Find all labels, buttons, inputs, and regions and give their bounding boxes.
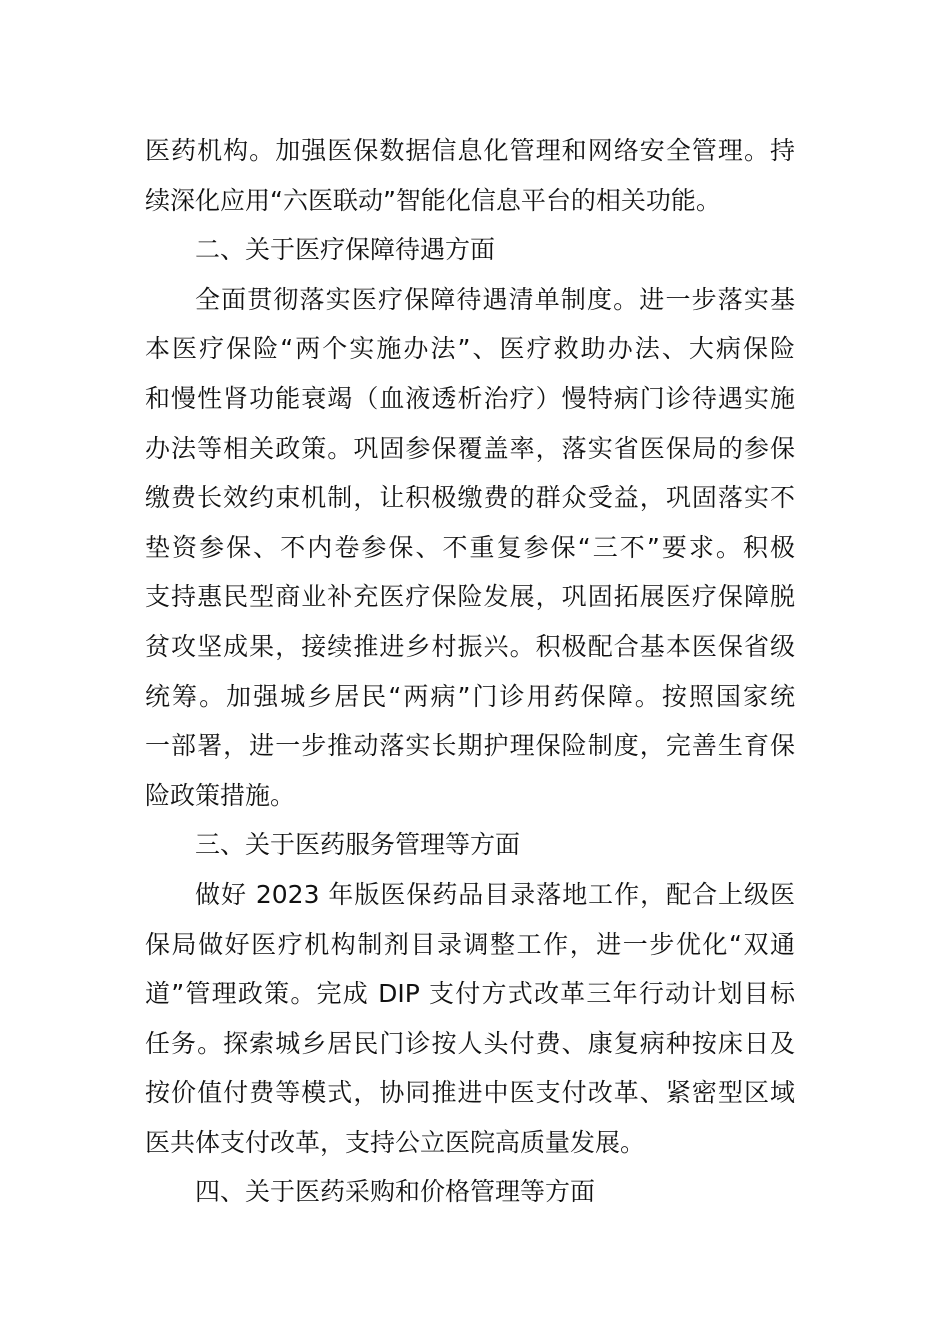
paragraph-line: 统筹。加强城乡居民“两病”门诊用药保障。按照国家统 <box>145 681 795 711</box>
paragraph-line: 按价值付费等模式，协同推进中医支付改革、紧密型区域 <box>145 1078 795 1108</box>
paragraph-line: 一部署，进一步推动落实长期护理保险制度，完善生育保 <box>145 731 795 761</box>
paragraph-line: 做好 2023 年版医保药品目录落地工作，配合上级医 <box>195 879 795 909</box>
paragraph-line: 本医疗保险“两个实施办法”、医疗救助办法、大病保险 <box>145 334 795 364</box>
paragraph-line: 支持惠民型商业补充医疗保险发展，巩固拓展医疗保障脱 <box>145 582 795 612</box>
section-heading: 四、关于医药采购和价格管理等方面 <box>195 1177 596 1207</box>
section-heading: 二、关于医疗保障待遇方面 <box>195 235 496 265</box>
paragraph-line: 医药机构。加强医保数据信息化管理和网络安全管理。持 <box>145 136 795 165</box>
paragraph-line: 垫资参保、不内卷参保、不重复参保“三不”要求。积极 <box>145 532 795 562</box>
paragraph-line: 道”管理政策。完成 DIP 支付方式改革三年行动计划目标 <box>145 979 795 1009</box>
paragraph-line: 贫攻坚成果，接续推进乡村振兴。积极配合基本医保省级 <box>145 631 795 661</box>
paragraph-line: 医共体支付改革，支持公立医院高质量发展。 <box>145 1127 646 1157</box>
paragraph-line: 办法等相关政策。巩固参保覆盖率，落实省医保局的参保 <box>145 433 795 463</box>
section-heading: 三、关于医药服务管理等方面 <box>195 830 521 860</box>
paragraph-line: 续深化应用“六医联动”智能化信息平台的相关功能。 <box>145 185 721 215</box>
paragraph-line: 全面贯彻落实医疗保障待遇清单制度。进一步落实基 <box>195 284 795 314</box>
paragraph-line: 和慢性肾功能衰竭（血液透析治疗）慢特病门诊待遇实施 <box>145 383 795 413</box>
document-body <box>145 126 795 1217</box>
paragraph-line: 任务。探索城乡居民门诊按人头付费、康复病种按床日及 <box>145 1028 795 1058</box>
paragraph-line: 缴费长效约束机制，让积极缴费的群众受益，巩固落实不 <box>145 483 795 513</box>
paragraph-line: 保局做好医疗机构制剂目录调整工作，进一步优化“双通 <box>145 929 795 959</box>
paragraph-line: 险政策措施。 <box>145 780 296 810</box>
